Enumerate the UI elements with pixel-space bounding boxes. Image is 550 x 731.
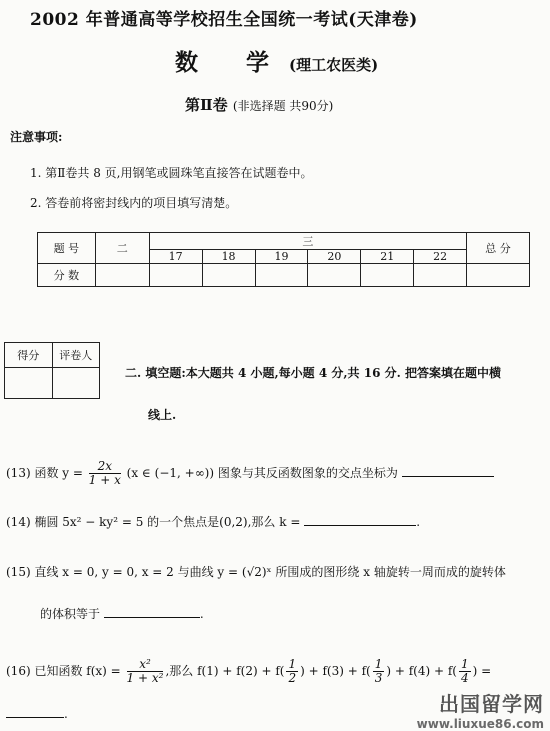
q15-line1: (15) 直线 x = 0, y = 0, x = 2 与曲线 y = (√2)ˣ 所围成的图形绕 x 轴旋转一周而成的旋转体 [6, 565, 506, 579]
grader-name-cell[interactable] [52, 368, 100, 399]
fill-in-heading: 二. 填空题:本大题共 4 小题,每小题 4 分,共 16 分. 把答案填在题中横 [125, 366, 501, 380]
q16-quarter-den: 4 [460, 671, 469, 685]
score-cell-total[interactable] [467, 264, 530, 287]
volume-label: 第Ⅱ卷 [185, 96, 228, 114]
question-13 [6, 460, 494, 487]
question-14: (14) 椭圆 5x² − ky² = 5 的一个焦点是(0,2),那么 k = . [6, 515, 421, 529]
grader-score-cell[interactable] [5, 368, 53, 399]
q16-mid1: ,那么 f(1) + f(2) + f( [165, 664, 285, 678]
q16-frac-den: 1 + x² [126, 671, 164, 685]
q16-half-num: 1 [288, 657, 297, 671]
notes-heading: 注意事项: [10, 130, 63, 144]
section-three-header: 三 [149, 233, 466, 250]
fill-in-heading-cont: 线上. [148, 408, 177, 422]
q13-frac-den: 1 + x [88, 473, 121, 487]
subject-category: (理工农医类) [289, 56, 379, 74]
question-17-header: 17 [149, 250, 202, 264]
question-20-header: 20 [308, 250, 361, 264]
score-label: 分 数 [38, 264, 96, 287]
q13-prefix: (13) 函数 y = [6, 466, 83, 480]
question-16-cont: . [6, 705, 68, 721]
total-score-header: 总 分 [467, 233, 530, 264]
q16-prefix: (16) 已知函数 f(x) = [6, 664, 121, 678]
q16-end: ) = [472, 664, 492, 678]
q16-fraction [127, 658, 164, 685]
note-item-1: 1. 第Ⅱ卷共 8 页,用钢笔或圆珠笔直接答在试题卷中。 [30, 166, 313, 180]
subject-title [175, 44, 378, 77]
q16-third [373, 658, 385, 685]
volume-note: (非选择题 共90分) [232, 99, 334, 113]
q13-answer-blank[interactable] [402, 464, 494, 477]
exam-title: 2002 年普通高等学校招生全国统一考试(天津卷) [30, 10, 418, 30]
q16-mid2: ) + f(3) + f( [300, 664, 371, 678]
score-cell-22[interactable] [414, 264, 467, 287]
score-cell-19[interactable] [255, 264, 308, 287]
question-number-label: 题 号 [38, 233, 96, 264]
grader-box [4, 342, 100, 399]
q13-frac-num: 2x [89, 460, 121, 474]
question-21-header: 21 [361, 250, 414, 264]
q15-line2: 的体积等于 [40, 607, 101, 621]
q16-quarter [459, 658, 471, 685]
volume-title [185, 94, 333, 115]
question-15-cont: 的体积等于 . [40, 607, 204, 621]
q16-frac-num: x² [127, 658, 164, 672]
q16-half [286, 658, 298, 685]
q14-text: (14) 椭圆 5x² − ky² = 5 的一个焦点是(0,2),那么 k = [6, 515, 301, 529]
q14-answer-blank[interactable] [304, 513, 416, 526]
watermark-url: www.liuxue86.com [416, 717, 544, 731]
question-16 [6, 658, 491, 685]
q13-suffix: (x ∈ (−1, +∞)) 图象与其反函数图象的交点坐标为 [126, 466, 398, 480]
question-19-header: 19 [255, 250, 308, 264]
score-cell-18[interactable] [202, 264, 255, 287]
q16-mid3: ) + f(4) + f( [386, 664, 457, 678]
question-15 [6, 563, 506, 580]
question-18-header: 18 [202, 250, 255, 264]
q16-half-den: 2 [288, 671, 297, 685]
grader-score-label: 得分 [5, 343, 53, 368]
grader-name-label: 评卷人 [52, 343, 100, 368]
section-two-header: 二 [95, 233, 149, 264]
q16-third-den: 3 [374, 671, 383, 685]
score-cell-section-two[interactable] [95, 264, 149, 287]
q13-fraction [89, 460, 121, 487]
q16-quarter-num: 1 [460, 657, 469, 671]
score-cell-20[interactable] [308, 264, 361, 287]
q15-answer-blank[interactable] [104, 605, 200, 618]
score-cell-21[interactable] [361, 264, 414, 287]
note-item-2: 2. 答卷前将密封线内的项目填写清楚。 [30, 196, 238, 210]
q16-answer-blank[interactable] [6, 705, 64, 718]
score-table [37, 232, 530, 287]
subject-name: 数 学 [175, 49, 290, 76]
q16-third-num: 1 [374, 657, 383, 671]
watermark-name: 出国留学网 [439, 692, 544, 716]
question-22-header: 22 [414, 250, 467, 264]
score-cell-17[interactable] [149, 264, 202, 287]
watermark [417, 688, 544, 731]
